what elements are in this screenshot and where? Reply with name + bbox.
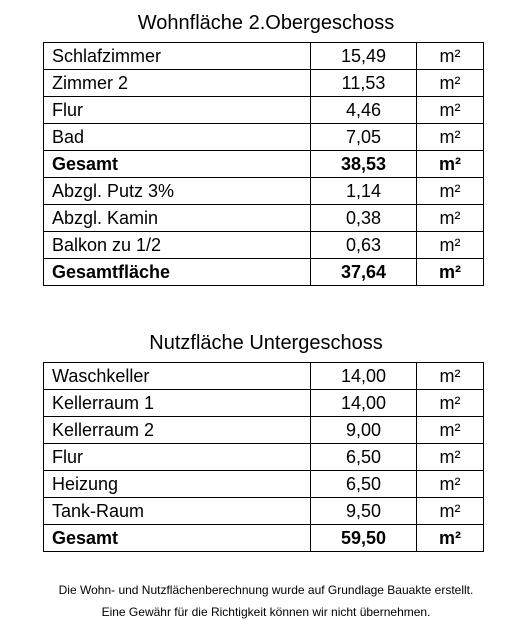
table-row (44, 444, 484, 471)
table-row (44, 390, 484, 417)
table-row (44, 205, 484, 232)
footnote-line-1: Die Wohn- und Nutzflächenberechnung wurde auf Grundlage Bauakte erstellt. (58, 583, 474, 597)
area-value-cell: 0,63 (311, 232, 417, 259)
room-name-cell: Abzgl. Kamin (44, 205, 311, 232)
table-total-row (44, 525, 484, 552)
room-name-cell: Bad (44, 124, 311, 151)
area-value-cell: 9,50 (311, 498, 417, 525)
area-value-cell: 14,00 (311, 390, 417, 417)
table-row (44, 97, 484, 124)
room-name-cell: Kellerraum 1 (44, 390, 311, 417)
unit-cell: m² (417, 151, 484, 178)
table-row (44, 471, 484, 498)
room-name-cell: Tank-Raum (44, 498, 311, 525)
unit-cell: m² (417, 124, 484, 151)
table-row (44, 498, 484, 525)
room-name-cell: Schlafzimmer (44, 43, 311, 70)
table-total-row (44, 259, 484, 286)
unit-cell: m² (417, 471, 484, 498)
room-name-cell: Flur (44, 444, 311, 471)
table-row (44, 124, 484, 151)
room-name-cell: Abzgl. Putz 3% (44, 178, 311, 205)
upper-section-title: Wohnfläche 2.Obergeschoss (137, 12, 395, 34)
area-value-cell: 59,50 (311, 525, 417, 552)
unit-cell: m² (417, 205, 484, 232)
room-name-cell: Balkon zu 1/2 (44, 232, 311, 259)
unit-cell: m² (417, 259, 484, 286)
unit-cell: m² (417, 70, 484, 97)
lower-section-title: Nutzfläche Untergeschoss (149, 332, 383, 354)
table-row (44, 232, 484, 259)
upper-area-table (43, 42, 484, 286)
room-name-cell: Heizung (44, 471, 311, 498)
table-row (44, 70, 484, 97)
upper-area-table-body (44, 43, 484, 286)
area-value-cell: 11,53 (311, 70, 417, 97)
room-name-cell: Gesamt (44, 525, 311, 552)
table-row (44, 363, 484, 390)
area-value-cell: 37,64 (311, 259, 417, 286)
room-name-cell: Gesamtfläche (44, 259, 311, 286)
area-value-cell: 7,05 (311, 124, 417, 151)
table-row (44, 417, 484, 444)
area-value-cell: 15,49 (311, 43, 417, 70)
area-value-cell: 6,50 (311, 471, 417, 498)
unit-cell: m² (417, 525, 484, 552)
room-name-cell: Zimmer 2 (44, 70, 311, 97)
room-name-cell: Waschkeller (44, 363, 311, 390)
area-value-cell: 38,53 (311, 151, 417, 178)
unit-cell: m² (417, 363, 484, 390)
unit-cell: m² (417, 43, 484, 70)
room-name-cell: Flur (44, 97, 311, 124)
unit-cell: m² (417, 444, 484, 471)
lower-area-table-body (44, 363, 484, 552)
area-value-cell: 9,00 (311, 417, 417, 444)
footnote-line-2: Eine Gewähr für die Richtigkeit können wir nicht übernehmen. (101, 605, 431, 619)
unit-cell: m² (417, 498, 484, 525)
unit-cell: m² (417, 232, 484, 259)
unit-cell: m² (417, 390, 484, 417)
area-value-cell: 6,50 (311, 444, 417, 471)
unit-cell: m² (417, 417, 484, 444)
lower-area-table (43, 362, 484, 552)
area-value-cell: 14,00 (311, 363, 417, 390)
unit-cell: m² (417, 178, 484, 205)
room-name-cell: Gesamt (44, 151, 311, 178)
area-value-cell: 1,14 (311, 178, 417, 205)
table-row (44, 43, 484, 70)
area-value-cell: 0,38 (311, 205, 417, 232)
area-value-cell: 4,46 (311, 97, 417, 124)
table-row (44, 178, 484, 205)
room-name-cell: Kellerraum 2 (44, 417, 311, 444)
table-total-row (44, 151, 484, 178)
unit-cell: m² (417, 97, 484, 124)
